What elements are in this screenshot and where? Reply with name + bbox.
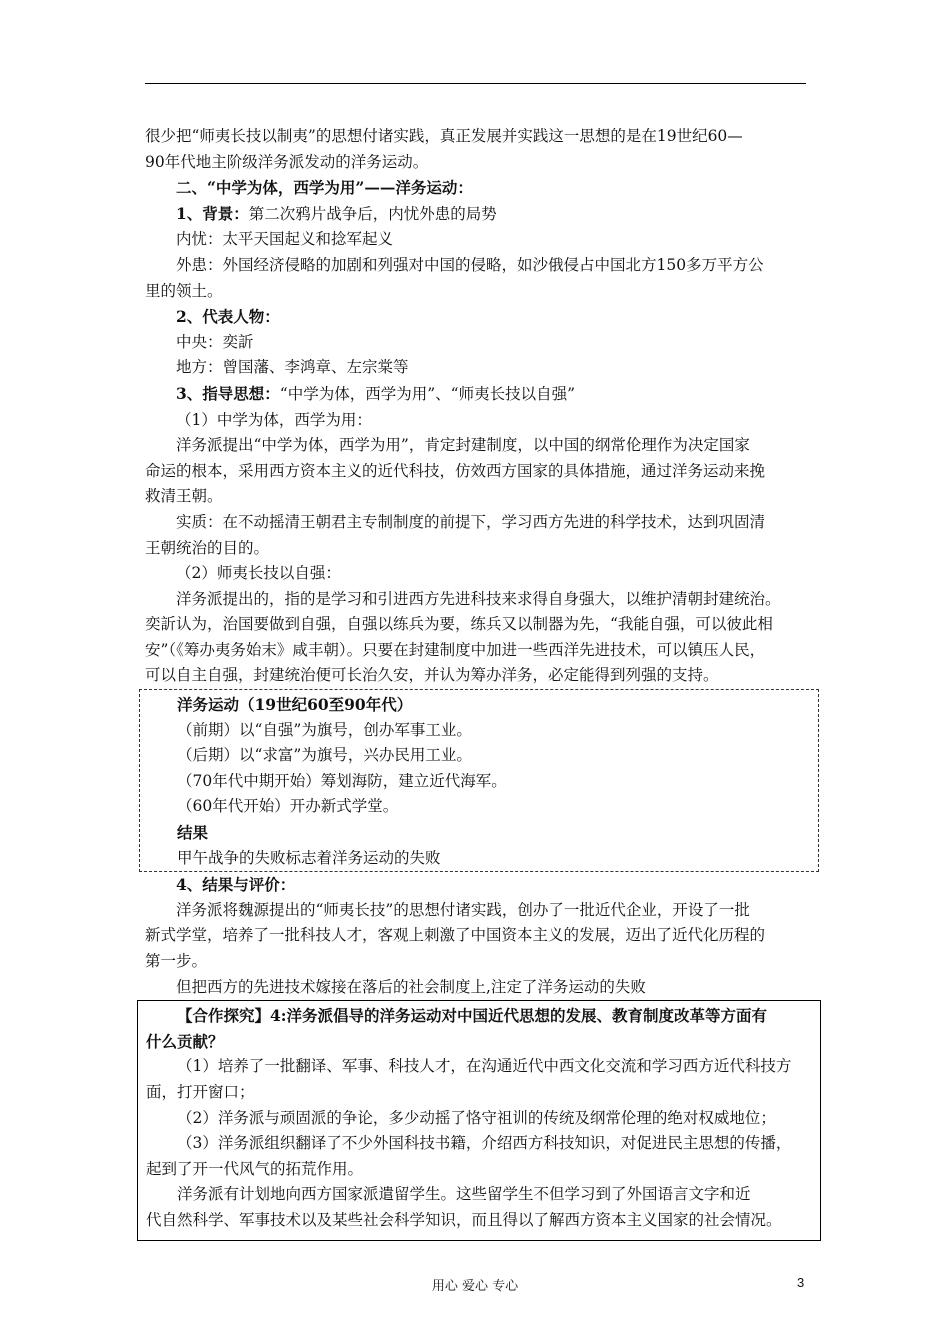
footer-text: 用心 爱心 专心 [431,1279,519,1294]
answer-line: 洋务派有计划地向西方国家派遣留学生。这些留学生不但学习到了外国语言文字和近 [177,1185,751,1204]
summary-title: 洋务运动（19世纪60至90年代） [177,695,413,715]
page-body [145,124,813,1241]
background-text: 第二次鸦片战争后，内忧外患的局势 [248,204,497,223]
text-line: 可以自主自强，封建统治便可长治久安，并认为筹办洋务，必定能得到列强的支持。 [145,666,719,685]
guide-label: 3、指导思想： [176,383,280,403]
result-title: 结果 [177,823,209,843]
header-rule [145,83,806,84]
cooperative-inquiry-box [137,1000,821,1240]
summary-item: （60年代开始）开办新式学堂。 [177,797,399,816]
answer-line: 面，打开窗口； [146,1082,255,1101]
guide-text: “中学为体，西学为用”、“师夷长技以自强” [279,384,575,403]
summary-item: （前期）以“自强”为旗号，创办军事工业。 [177,720,472,739]
text-line: （1）中学为体，西学为用： [176,410,372,429]
text-line: 命运的根本，采用西方资本主义的近代科技，仿效西方国家的具体措施，通过洋务运动来挽 [145,461,766,480]
text-line: 中央：奕訢 [176,332,254,351]
text-line: 洋务派提出“中学为体，西学为用”，肯定封建制度，以中国的纲常伦理作为决定国家 [176,436,750,455]
answer-line: （3）洋务派组织翻译了不少外国科技书籍，介绍西方科技知识，对促进民主思想的传播， [177,1134,792,1153]
page-number: 3 [797,1275,805,1290]
text-line: 外患：外国经济侵略的加剧和列强对中国的侵略，如沙俄侵占中国北方150多万平方公 [176,255,764,274]
text-line: 王朝统治的目的。 [145,538,270,557]
background-label: 1、背景： [176,203,249,223]
text-line: 新式学堂，培养了一批科技人才，客观上刺激了中国资本主义的发展，迈出了近代化历程的 [145,926,766,945]
text-line: 很少把“师夷长技以制夷”的思想付诸实践，真正发展并实践这一思想的是在19世纪60— [145,127,743,145]
guide-line [145,381,813,408]
answer-line: （2）洋务派与顽固派的争论，多少动摇了恪守祖训的传统及纲常伦理的绝对权威地位； [177,1108,776,1127]
subheading: 2、代表人物： [176,307,280,327]
result-text: 甲午战争的失败标志着洋务运动的失败 [177,848,441,867]
text-line: 实质：在不动摇清王朝君主专制制度的前提下，学习西方先进的科学技术，达到巩固清 [176,512,766,531]
text-line: 第一步。 [145,952,208,970]
summary-box [139,689,819,872]
summary-item: （后期）以“求富”为旗号，兴办民用工业。 [177,746,472,765]
text-line: 救清王朝。 [145,487,223,506]
question-line: 【合作探究】4:洋务派倡导的洋务运动对中国近代思想的发展、教育制度改革等方面有 [177,1006,768,1026]
subheading: 4、结果与评价： [176,875,296,895]
text-line: 地方：曾国藩、李鸿章、左宗棠等 [176,358,409,377]
text-line: 里的领土。 [145,281,223,300]
text-line: （2）师夷长技以自强： [176,564,341,583]
text-line: 奕訢认为，治国要做到自强，自强以练兵为要，练兵又以制器为先，“我能自强，可以彼此相 [145,615,773,634]
text-line: 但把西方的先进技术嫁接在落后的社会制度上,注定了洋务运动的失败 [176,977,646,996]
question-line: 什么贡献？ [146,1031,224,1051]
background-line [145,201,813,228]
text-line: 洋务派提出的，指的是学习和引进西方先进科技来求得自身强大，以维护清朝封建统治。 [176,589,781,608]
answer-line: 代自然科学、军事技术以及某些社会科学知识，而且得以了解西方资本主义国家的社会情况。 [146,1210,782,1229]
text-line: 洋务派将魏源提出的“师夷长技”的思想付诸实践，创办了一批近代企业，开设了一批 [176,900,750,919]
text-line: 内忧：太平天国起义和捻军起义 [176,230,394,249]
answer-line: 起到了开一代风气的拓荒作用。 [146,1159,364,1178]
section-heading: 二、“中学为体，西学为用”——洋务运动： [176,178,473,198]
text-line: 90年代地主阶级洋务派发动的洋务运动。 [145,152,429,171]
answer-line: （1）培养了一批翻译、军事、科技人才，在沟通近代中西文化交流和学习西方近代科技方 [177,1057,792,1076]
text-line: 安”（《筹办夷务始末》咸丰朝）。只要在封建制度中加进一些西洋先进技术，可以镇压人民， [145,640,766,659]
summary-item: （70年代中期开始）筹划海防，建立近代海军。 [177,771,507,790]
